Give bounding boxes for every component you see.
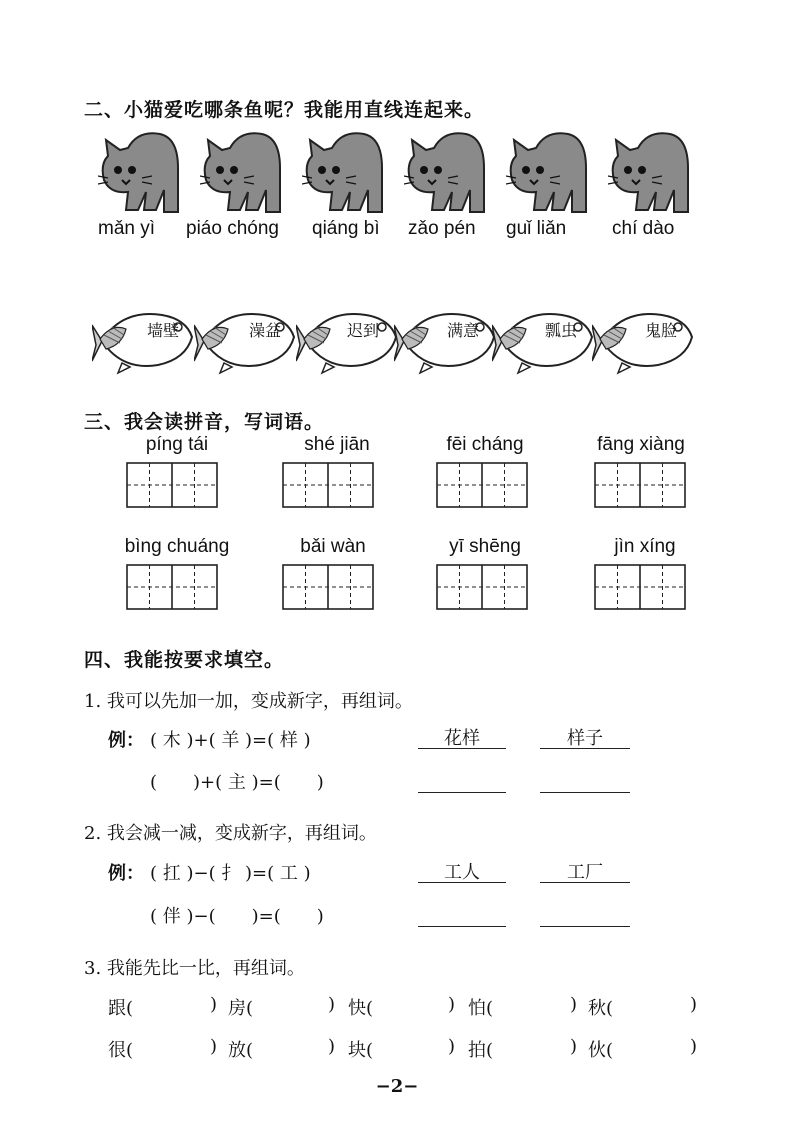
section4-title: 四、我能按要求填空。 <box>84 649 285 671</box>
compare-close: ) <box>210 1036 218 1057</box>
compare-char: 拍( <box>468 1040 494 1061</box>
answer-blank[interactable] <box>418 926 506 927</box>
compare-close: ) <box>328 994 336 1015</box>
writing-grid[interactable] <box>282 462 374 508</box>
writing-grid[interactable] <box>126 462 218 508</box>
answer-blank[interactable] <box>540 926 630 927</box>
cat-icon <box>608 128 692 218</box>
cat-pinyin: mǎn yì <box>98 218 156 239</box>
answer-line <box>418 748 506 749</box>
compare-char: 秋( <box>588 998 614 1019</box>
q1-example-label: 例： <box>108 730 144 751</box>
fish-word: 澡盆 <box>248 321 281 340</box>
answer-blank[interactable] <box>540 792 630 793</box>
compare-char: 块( <box>348 1040 374 1061</box>
cat-pinyin: qiáng bì <box>312 218 380 239</box>
cat-icon <box>404 128 488 218</box>
grid-pinyin: jìn xíng <box>614 536 676 557</box>
answer-line <box>540 748 630 749</box>
q2-example-answer: 工人 <box>444 862 480 883</box>
section3-title: 三、我会读拼音，写词语。 <box>84 411 325 433</box>
q2-example-answer: 工厂 <box>567 862 603 883</box>
q1-title: 1. 我可以先加一加，变成新字，再组词。 <box>84 691 413 712</box>
q2-task-expr: ( 伴 )−( )=( ) <box>150 906 324 927</box>
grid-pinyin: shé jiān <box>304 434 370 455</box>
compare-close: ) <box>690 1036 698 1057</box>
page-number: −2− <box>375 1076 419 1097</box>
cat-icon <box>98 128 182 218</box>
compare-char: 快( <box>348 998 374 1019</box>
q2-title: 2. 我会减一减，变成新字，再组词。 <box>84 823 377 844</box>
writing-grid[interactable] <box>594 462 686 508</box>
q1-example-answer: 样子 <box>567 728 603 749</box>
writing-grid[interactable] <box>594 564 686 610</box>
fish-word: 瓢虫 <box>544 321 577 340</box>
cat-pinyin: piáo chóng <box>186 218 279 239</box>
grid-pinyin: píng tái <box>145 434 209 455</box>
grid-pinyin: fēi cháng <box>446 434 524 455</box>
compare-char: 跟( <box>108 998 134 1019</box>
grid-pinyin: bǎi wàn <box>300 536 366 557</box>
compare-char: 很( <box>108 1040 134 1061</box>
section2-title: 二、小猫爱吃哪条鱼呢？我能用直线连起来。 <box>84 99 485 121</box>
compare-char: 放( <box>228 1040 254 1061</box>
writing-grid[interactable] <box>436 462 528 508</box>
compare-close: ) <box>448 1036 456 1057</box>
q1-example-expr: ( 木 )+( 羊 )=( 样 ) <box>150 730 311 751</box>
cat-icon <box>200 128 284 218</box>
compare-close: ) <box>690 994 698 1015</box>
compare-close: ) <box>210 994 218 1015</box>
answer-line <box>418 882 506 883</box>
compare-close: ) <box>570 1036 578 1057</box>
compare-close: ) <box>328 1036 336 1057</box>
grid-pinyin: fāng xiàng <box>597 434 685 455</box>
cat-icon <box>506 128 590 218</box>
fish-word: 墙壁 <box>146 321 179 340</box>
grid-pinyin: yī shēng <box>449 536 521 557</box>
compare-close: ) <box>448 994 456 1015</box>
q1-example-answer: 花样 <box>444 728 480 749</box>
answer-blank[interactable] <box>418 792 506 793</box>
q2-example-label: 例： <box>108 863 144 884</box>
grid-pinyin: bìng chuáng <box>124 536 230 557</box>
cat-pinyin: zǎo pén <box>408 218 476 239</box>
fish-word: 满意 <box>446 321 479 340</box>
compare-char: 怕( <box>468 998 494 1019</box>
writing-grid[interactable] <box>436 564 528 610</box>
cat-pinyin: guǐ liǎn <box>506 218 567 239</box>
q2-example-expr: ( 扛 )−( 扌 )=( 工 ) <box>150 863 311 884</box>
q1-task-expr: ( )+( 主 )=( ) <box>150 772 324 793</box>
writing-grid[interactable] <box>126 564 218 610</box>
cat-pinyin: chí dào <box>612 218 675 239</box>
fish-word: 迟到 <box>346 321 379 340</box>
compare-close: ) <box>570 994 578 1015</box>
compare-char: 伙( <box>588 1040 614 1061</box>
compare-char: 房( <box>228 998 254 1019</box>
writing-grid[interactable] <box>282 564 374 610</box>
cat-icon <box>302 128 386 218</box>
fish-word: 鬼脸 <box>644 321 677 340</box>
answer-line <box>540 882 630 883</box>
q3-title: 3. 我能先比一比，再组词。 <box>84 958 305 979</box>
